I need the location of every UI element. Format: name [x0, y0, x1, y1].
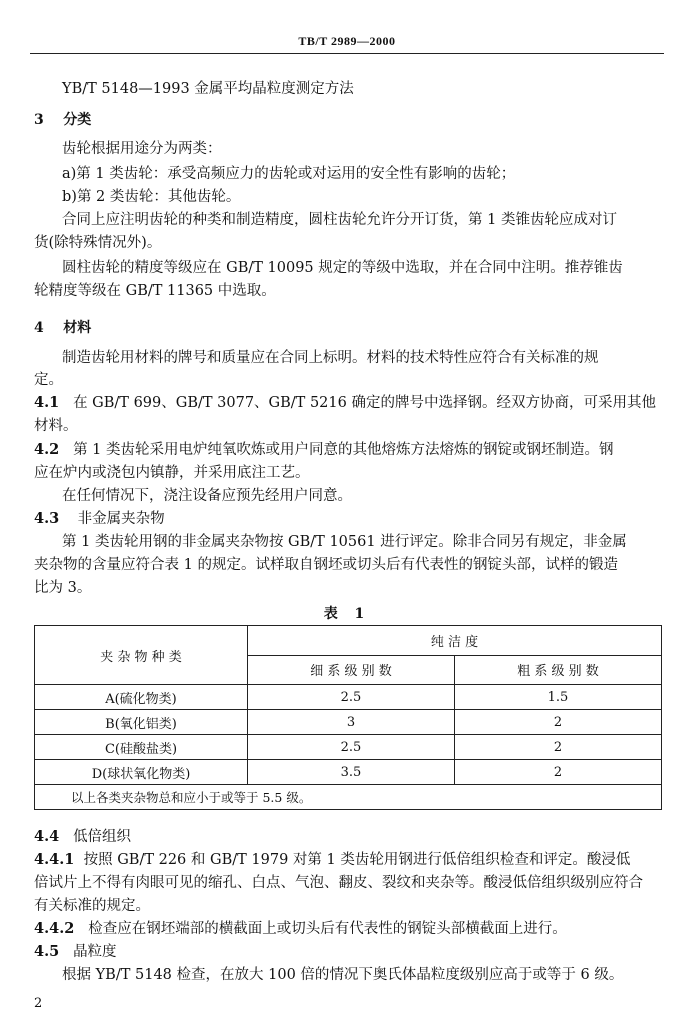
paragraph: 定。 [34, 372, 63, 388]
paragraph: 轮精度等级在 GB/T 11365 中选取。 [34, 283, 276, 299]
table-row [35, 735, 662, 760]
clause-4-5 [34, 943, 117, 961]
document-header-code: TB/T 2989—2000 [298, 34, 396, 48]
clause-title: 非金属夹杂物 [77, 511, 165, 527]
clause-text: 在 GB/T 699、GB/T 3077、GB/T 5216 确定的牌号中选择钢。经双方协商，可采用其他 [73, 395, 656, 411]
paragraph: 倍试片上不得有肉眼可见的缩孔、白点、气泡、翻皮、裂纹和夹杂等。酸浸低倍组织级别应符合 [34, 875, 643, 891]
cell-fine: 3.5 [248, 760, 455, 785]
reference-standard-line: YB/T 5148—1993 金属平均晶粒度测定方法 [62, 81, 354, 97]
cell-type: C(硅酸盐类) [35, 735, 248, 760]
clause-title: 晶粒度 [73, 944, 117, 960]
clause-number: 4.4.2 [34, 920, 75, 937]
clause-number: 4.2 [34, 441, 60, 458]
paragraph: 圆柱齿轮的精度等级应在 GB/T 10095 规定的等级中选取，并在合同中注明。推荐锥齿 [62, 260, 623, 276]
table-row [35, 760, 662, 785]
header-rule [30, 53, 664, 54]
table-row [35, 710, 662, 735]
paragraph: 比为 3。 [34, 580, 92, 596]
paragraph: 制造齿轮用材料的牌号和质量应在合同上标明。材料的技术特性应符合有关标准的规 [62, 350, 599, 366]
clause-4-4-1 [34, 851, 630, 869]
column-header-type: 夹 杂 物 种 类 [35, 626, 248, 685]
clause-title: 低倍组织 [73, 829, 132, 845]
cell-coarse: 2 [455, 735, 662, 760]
paragraph: 应在炉内或浇包内镇静，并采用底注工艺。 [34, 465, 310, 481]
clause-4-3 [34, 510, 165, 528]
clause-number: 4.1 [34, 394, 60, 411]
section-3-heading [34, 109, 91, 129]
column-header-purity: 纯 洁 度 [248, 626, 662, 656]
paragraph: 根据 YB/T 5148 检查，在放大 100 倍的情况下奥氏体晶粒度级别应高于或等于 6 级。 [62, 967, 624, 983]
section-title: 材料 [63, 320, 92, 336]
table-note: 以上各类夹杂物总和应小于或等于 5.5 级。 [35, 785, 662, 810]
column-header-coarse: 粗 系 级 别 数 [455, 655, 662, 685]
column-header-fine: 细 系 级 别 数 [248, 655, 455, 685]
cell-type: B(氧化铝类) [35, 710, 248, 735]
section-title: 分类 [63, 112, 92, 128]
paragraph: 第 1 类齿轮用钢的非金属夹杂物按 GB/T 10561 进行评定。除非合同另有规定，非金属 [62, 534, 627, 550]
clause-number: 4.4.1 [34, 851, 75, 868]
clause-4-4 [34, 828, 131, 846]
list-item: a)第 1 类齿轮：承受高频应力的齿轮或对运用的安全性有影响的齿轮； [62, 166, 516, 182]
paragraph: 在任何情况下，浇注设备应预先经用户同意。 [62, 488, 352, 504]
page-number: 2 [34, 996, 43, 1011]
cell-fine: 3 [248, 710, 455, 735]
cell-type: A(硫化物类) [35, 685, 248, 710]
paragraph: 合同上应注明齿轮的种类和制造精度，圆柱齿轮允许分开订货，第 1 类锥齿轮应成对订 [62, 212, 617, 228]
clause-4-4-2 [34, 920, 567, 938]
paragraph: 齿轮根据用途分为两类： [62, 141, 222, 157]
list-item: b)第 2 类齿轮：其他齿轮。 [62, 189, 241, 205]
section-4-heading [34, 317, 91, 337]
clause-4-2 [34, 441, 614, 459]
cell-coarse: 2 [455, 710, 662, 735]
clause-number: 4.4 [34, 828, 60, 845]
paragraph: 有关标准的规定。 [34, 898, 150, 914]
cell-type: D(球状氧化物类) [35, 760, 248, 785]
clause-text: 检查应在钢坯端部的横截面上或切头后有代表性的钢锭头部横截面上进行。 [88, 921, 567, 937]
paragraph: 材料。 [34, 418, 78, 434]
clause-number: 4.3 [34, 510, 60, 527]
table-row [35, 685, 662, 710]
cell-fine: 2.5 [248, 685, 455, 710]
clause-text: 第 1 类齿轮采用电炉纯氧吹炼或用户同意的其他熔炼方法熔炼的钢锭或钢坯制造。钢 [73, 442, 614, 458]
cell-coarse: 1.5 [455, 685, 662, 710]
clause-4-1 [34, 394, 656, 412]
section-number: 3 [34, 112, 44, 128]
clause-text: 按照 GB/T 226 和 GB/T 1979 对第 1 类齿轮用钢进行低倍组织检查和评定。酸浸低 [83, 852, 631, 868]
section-number: 4 [34, 320, 44, 336]
cell-fine: 2.5 [248, 735, 455, 760]
table-caption: 表 1 [323, 606, 371, 622]
paragraph: 夹杂物的含量应符合表 1 的规定。试样取自钢坯或切头后有代表性的钢锭头部，试样的锻造 [34, 557, 618, 573]
cell-coarse: 2 [455, 760, 662, 785]
clause-number: 4.5 [34, 943, 60, 960]
paragraph: 货(除特殊情况外)。 [34, 235, 162, 251]
inclusion-table [34, 625, 662, 810]
